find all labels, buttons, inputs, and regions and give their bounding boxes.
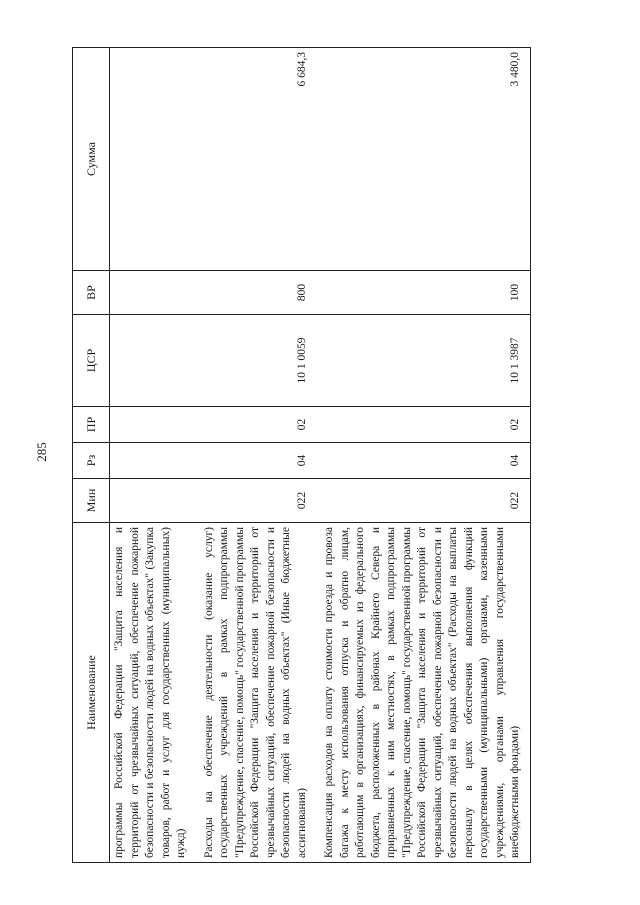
table-header-row [73, 48, 110, 863]
row-csr: 10 1 3987 [316, 315, 530, 407]
row-min: 022 [316, 479, 530, 523]
row-min [110, 479, 196, 523]
row-sum: 3 480,0 [316, 48, 530, 271]
row-rz [110, 443, 196, 479]
header-min: Мин [73, 479, 110, 523]
row-name: Расходы на обеспечение деятельности (оказание услуг) государственных учреждений в рамках подпрограммы "Предупреждение, спасение, помощь" государственной программы Российской Федерации "Защита населения и территорий от чрезвычайных ситуаций, обеспечение пожарной безопасности и безопасности людей на водных объектах" (Иные бюджетные ассигнования) [196, 523, 317, 863]
row-min: 022 [196, 479, 317, 523]
row-vr: 800 [196, 271, 317, 315]
header-name: Наименование [73, 523, 110, 863]
row-pr: 02 [196, 407, 317, 443]
table-row [316, 48, 530, 863]
row-csr: 10 1 0059 [196, 315, 317, 407]
row-rz: 04 [316, 443, 530, 479]
row-pr [110, 407, 196, 443]
header-rz: Рз [73, 443, 110, 479]
header-csr: ЦСР [73, 315, 110, 407]
budget-table [72, 47, 531, 863]
rotated-page-content [72, 48, 592, 863]
row-vr [110, 271, 196, 315]
row-sum [110, 48, 196, 271]
table-row [110, 48, 196, 863]
row-name: программы Российской Федерации "Защита населения и территорий от чрезвычайных ситуаций, обеспечение пожарной безопасности и безопасности людей на водных объектах" (Закупка товаров, работ и услуг для государственных (муниципальных) нужд) [110, 523, 196, 863]
table-row [196, 48, 317, 863]
row-sum: 6 684,3 [196, 48, 317, 271]
row-vr: 100 [316, 271, 530, 315]
header-vr: ВР [73, 271, 110, 315]
row-csr [110, 315, 196, 407]
row-rz: 04 [196, 443, 317, 479]
page-number: 285 [34, 442, 49, 462]
header-pr: ПР [73, 407, 110, 443]
header-sum: Сумма [73, 48, 110, 271]
row-name: Компенсация расходов на оплату стоимости проезда и провоза багажа к месту использования отпуска и обратно лицам, работающим в организациях, финансируемых из федерального бюджета, расположенных в районах Крайнего Севера и приравненных к ним местностях, в рамках подпрограммы "Предупреждение, спасение, помощь" государственной программы Российской Федерации "Защита населения и территорий от чрезвычайных ситуаций, обеспечение пожарной безопасности и безопасности людей на водных объектах" (Расходы на выплаты персоналу в целях обеспечения выполнения функций государственными (муниципальными) органами, казенными учреждениями, органами управления государственными внебюджетными фондами) [316, 523, 530, 863]
row-pr: 02 [316, 407, 530, 443]
